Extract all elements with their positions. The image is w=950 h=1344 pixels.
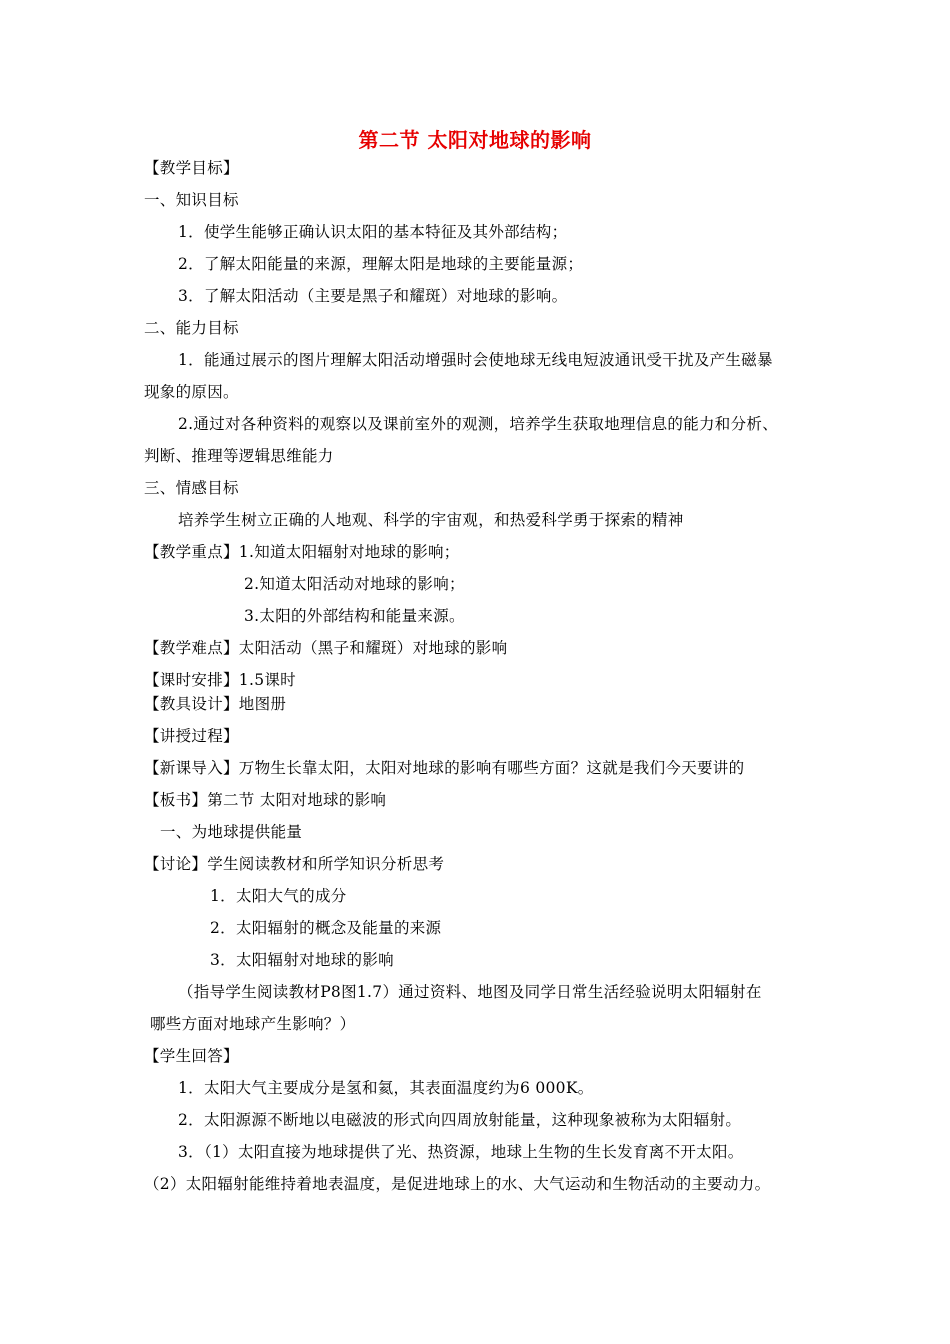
ability-goal-2: 2.通过对各种资料的观察以及课前室外的观测，培养学生获取地理信息的能力和分析、 bbox=[178, 415, 778, 433]
discussion-item-1: 1．太阳大气的成分 bbox=[210, 887, 347, 905]
teaching-aids: 【教具设计】地图册 bbox=[144, 695, 287, 713]
answer-1: 1．太阳大气主要成分是氢和氦，其表面温度约为6 000K。 bbox=[178, 1079, 594, 1097]
knowledge-goal-2: 2．了解太阳能量的来源，理解太阳是地球的主要能量源； bbox=[178, 255, 584, 273]
answer-2: 2．太阳源源不断地以电磁波的形式向四周放射能量，这种现象被称为太阳辐射。 bbox=[178, 1111, 742, 1129]
emotion-goal: 培养学生树立正确的人地观、科学的宇宙观，和热爱科学勇于探索的精神 bbox=[178, 511, 684, 529]
class-schedule: 【课时安排】1.5课时 bbox=[144, 671, 296, 689]
section-provide-energy: 一、为地球提供能量 bbox=[160, 823, 303, 841]
knowledge-goal-3: 3．了解太阳活动（主要是黑子和耀斑）对地球的影响。 bbox=[178, 287, 568, 305]
guidance-note: （指导学生阅读教材P8图1.7）通过资料、地图及同学日常生活经验说明太阳辐射在 bbox=[178, 983, 762, 1001]
guidance-note-cont: 哪些方面对地球产生影响？） bbox=[150, 1015, 356, 1033]
key-point-1: 【教学重点】1.知道太阳辐射对地球的影响； bbox=[144, 543, 460, 561]
key-point-3: 3.太阳的外部结构和能量来源。 bbox=[244, 607, 465, 625]
knowledge-goal-1: 1．使学生能够正确认识太阳的基本特征及其外部结构； bbox=[178, 223, 568, 241]
heading-teaching-process: 【讲授过程】 bbox=[144, 727, 239, 745]
heading-knowledge-goals: 一、知识目标 bbox=[144, 191, 239, 209]
heading-teaching-goals: 【教学目标】 bbox=[144, 159, 239, 177]
ability-goal-1: 1．能通过展示的图片理解太阳活动增强时会使地球无线电短波通讯受干扰及产生磁暴 bbox=[178, 351, 773, 369]
key-point-2: 2.知道太阳活动对地球的影响； bbox=[244, 575, 465, 593]
ability-goal-2-cont: 判断、推理等逻辑思维能力 bbox=[144, 447, 334, 465]
heading-student-answer: 【学生回答】 bbox=[144, 1047, 239, 1065]
heading-ability-goals: 二、能力目标 bbox=[144, 319, 239, 337]
answer-3-part-1: 3．（1）太阳直接为地球提供了光、热资源，地球上生物的生长发育离不开太阳。 bbox=[178, 1143, 744, 1161]
document-title: 第二节 太阳对地球的影响 bbox=[358, 128, 592, 152]
discussion-item-2: 2．太阳辐射的概念及能量的来源 bbox=[210, 919, 442, 937]
discussion-item-3: 3．太阳辐射对地球的影响 bbox=[210, 951, 394, 969]
discussion: 【讨论】学生阅读教材和所学知识分析思考 bbox=[144, 855, 445, 873]
ability-goal-1-cont: 现象的原因。 bbox=[144, 383, 239, 401]
heading-emotion-goals: 三、情感目标 bbox=[144, 479, 239, 497]
answer-3-part-2: （2）太阳辐射能维持着地表温度，是促进地球上的水、大气运动和生物活动的主要动力。 bbox=[144, 1175, 771, 1193]
blackboard-heading: 【板书】第二节 太阳对地球的影响 bbox=[144, 791, 387, 809]
lesson-intro: 【新课导入】万物生长靠太阳，太阳对地球的影响有哪些方面？这就是我们今天要讲的 bbox=[144, 759, 745, 777]
difficult-point: 【教学难点】太阳活动（黑子和耀斑）对地球的影响 bbox=[144, 639, 508, 657]
